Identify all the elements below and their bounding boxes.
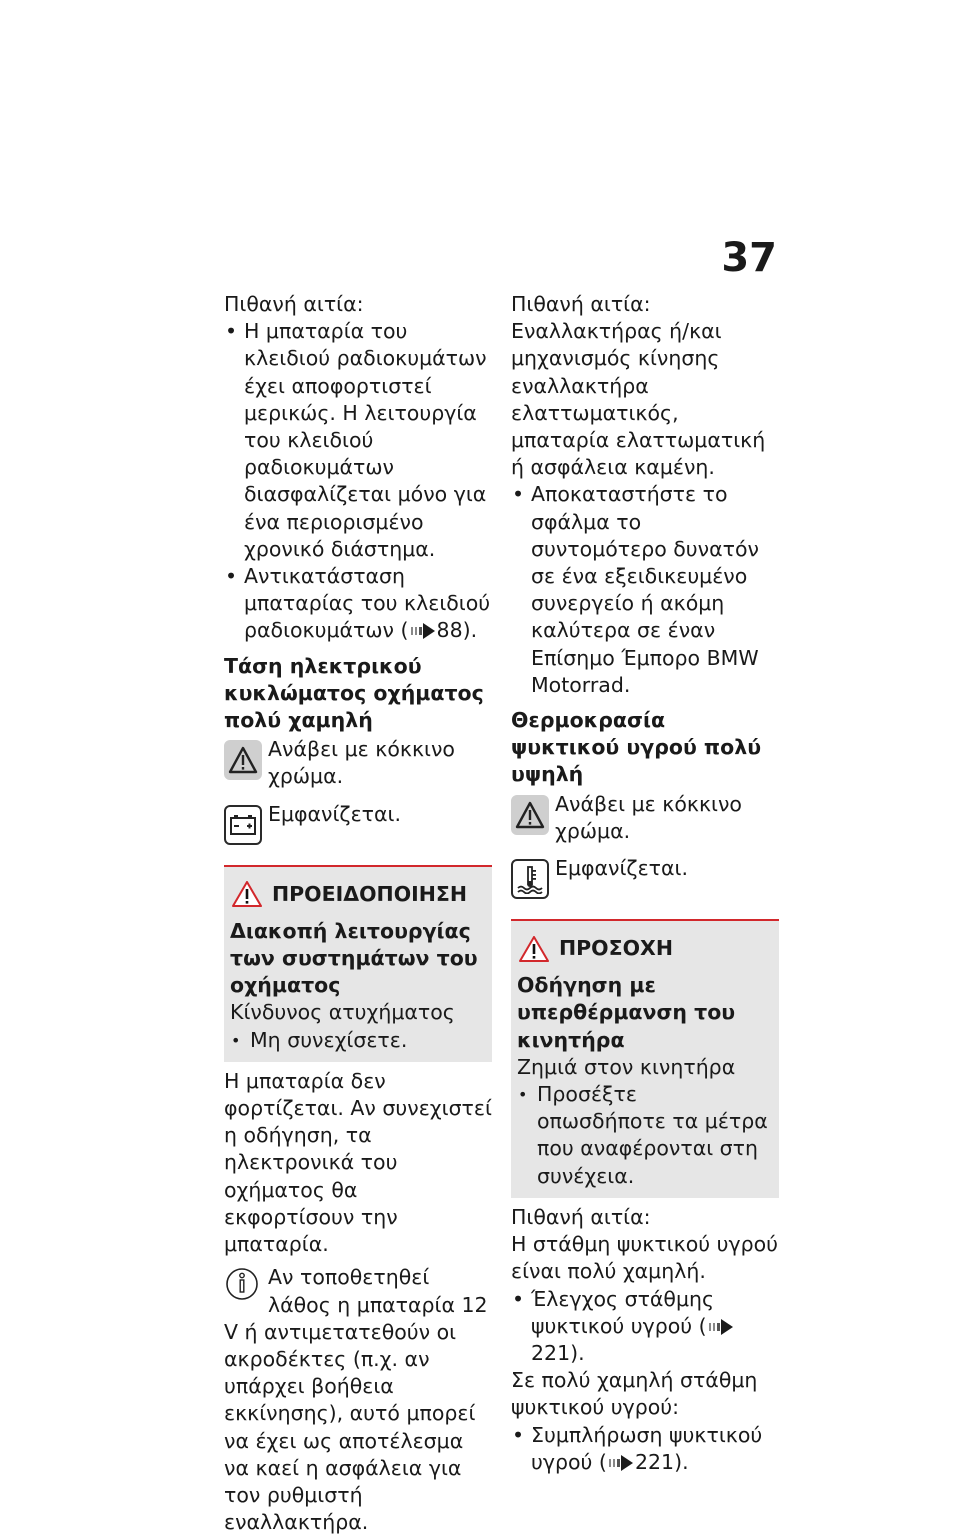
notice-title: Διακοπή λειτουργίας των συστημάτων του οχήματος [230, 918, 478, 998]
coolant-temperature-icon [511, 859, 549, 899]
warning-triangle-icon [519, 936, 549, 962]
notice-header [517, 935, 771, 962]
cause-bullet: • Η μπαταρία του κλειδιού ραδιοκυμάτων έχει αποφορτιστεί μερικώς. Η λειτουργία του κλειδιού ραδιοκυμάτων διασφαλίζεται μόνο για ένα περιορισμένο χρονικό διάστημα. [224, 318, 492, 563]
battery-text: Η μπαταρία δεν φορτίζεται. Αν συνεχιστεί η οδήγηση, τα ηλεκτρονικά του οχήματος θα εκφορτίσουν την μπαταρία. [224, 1068, 492, 1257]
warning-notice [224, 865, 492, 1062]
notice-title: Οδήγηση με υπερθέρμανση του κινητήρα [517, 973, 736, 1052]
check-coolant-text: Έλεγχος στάθμης ψυκτικού υγρού ( [531, 1286, 715, 1338]
page-number: 37 [721, 235, 777, 281]
page-ref-arrow-icon [709, 1319, 733, 1335]
replace-battery-bullet [224, 563, 492, 645]
replace-battery-ref: 88). [436, 618, 478, 643]
notice-label: ΠΡΟΣΟΧΗ [559, 936, 674, 961]
warning-triangle-icon [224, 740, 262, 780]
indicator-red-text: Ανάβει με κόκκινο χρώμα. [268, 737, 455, 789]
indicator-shown-text: Εμφανίζεται. [555, 856, 688, 881]
right-column [511, 291, 779, 1476]
warning-triangle-icon [511, 795, 549, 835]
info-text: Αν τοποθετηθεί λάθος η μπαταρία 12 V ή αντιμετατεθούν οι ακροδέκτες (π.χ. αν υπάρχει βοήθεια εκκίνησης), αυτό μπορεί να έχει ως αποτέλεσμα να καεί η ασφάλεια για τον ρυθμιστή εναλλακτήρα. [224, 1265, 488, 1535]
caution-notice [511, 919, 779, 1198]
indicator-shown-row [224, 801, 492, 853]
cause-label: Πιθανή αιτία: [511, 292, 651, 316]
indicator-red-row [511, 791, 779, 845]
notice-label: ΠΡΟΕΙΔΟΠΟΙΗΣΗ [272, 881, 468, 906]
check-coolant-bullet [511, 1286, 779, 1368]
section-heading-voltage: Τάση ηλεκτρικού κυκλώματος οχήματος πολύ χαμηλή [224, 653, 484, 733]
notice-bullet: • Προσέξτε οπωσδήποτε τα μέτρα που αναφέρονται στη συνέχεια. [517, 1081, 771, 1190]
notice-header [230, 881, 484, 908]
replace-battery-text: Αντικατάσταση μπαταρίας του κλειδιού ραδιοκυμάτων ( [244, 564, 491, 643]
info-icon [224, 1266, 260, 1302]
indicator-red-text: Ανάβει με κόκκινο χρώμα. [555, 791, 742, 843]
indicator-shown-row [511, 855, 779, 907]
check-coolant-ref: 221). [531, 1340, 585, 1365]
info-note [224, 1264, 492, 1536]
left-column [224, 291, 492, 1536]
section-heading-coolant: Θερμοκρασία ψυκτικού υγρού πολύ υψηλή [511, 708, 762, 787]
warning-triangle-icon [232, 881, 262, 907]
page-ref-arrow-icon [411, 623, 435, 639]
cause-text: Εναλλακτήρας ή/και μηχανισμός κίνησης εναλλακτήρα ελαττωματικός, μπαταρία ελαττωματική ή ασφάλεια καμένη. [511, 319, 766, 480]
repair-bullet: • Αποκαταστήστε το σφάλμα το συντομότερο δυνατόν σε ένα εξειδικευμένο συνεργείο ή ακόμη καλύτερα σε έναν Επίσημο Έμπορο BMW Motorrad. [511, 481, 779, 699]
notice-risk: Ζημιά στον κινητήρα [517, 1054, 736, 1079]
fill-coolant-ref: 221). [634, 1449, 689, 1474]
indicator-shown-text: Εμφανίζεται. [268, 801, 401, 826]
indicator-red-row [224, 736, 492, 790]
fill-coolant-bullet [511, 1422, 779, 1476]
notice-bullet: • Μη συνεχίσετε. [230, 1027, 484, 1054]
battery-icon [224, 805, 262, 845]
notice-risk: Κίνδυνος ατυχήματος [230, 1000, 455, 1025]
fill-coolant-text: Συμπλήρωση ψυκτικού υγρού ( [531, 1422, 763, 1474]
low-level-label: Σε πολύ χαμηλή στάθμη ψυκτικού υγρού: [511, 1368, 758, 1420]
page-ref-arrow-icon [609, 1455, 633, 1471]
cause2-text: Η στάθμη ψυκτικού υγρού είναι πολύ χαμηλή. [511, 1232, 779, 1284]
cause-label: Πιθανή αιτία: [224, 292, 364, 316]
cause2-label: Πιθανή αιτία: [511, 1204, 651, 1229]
